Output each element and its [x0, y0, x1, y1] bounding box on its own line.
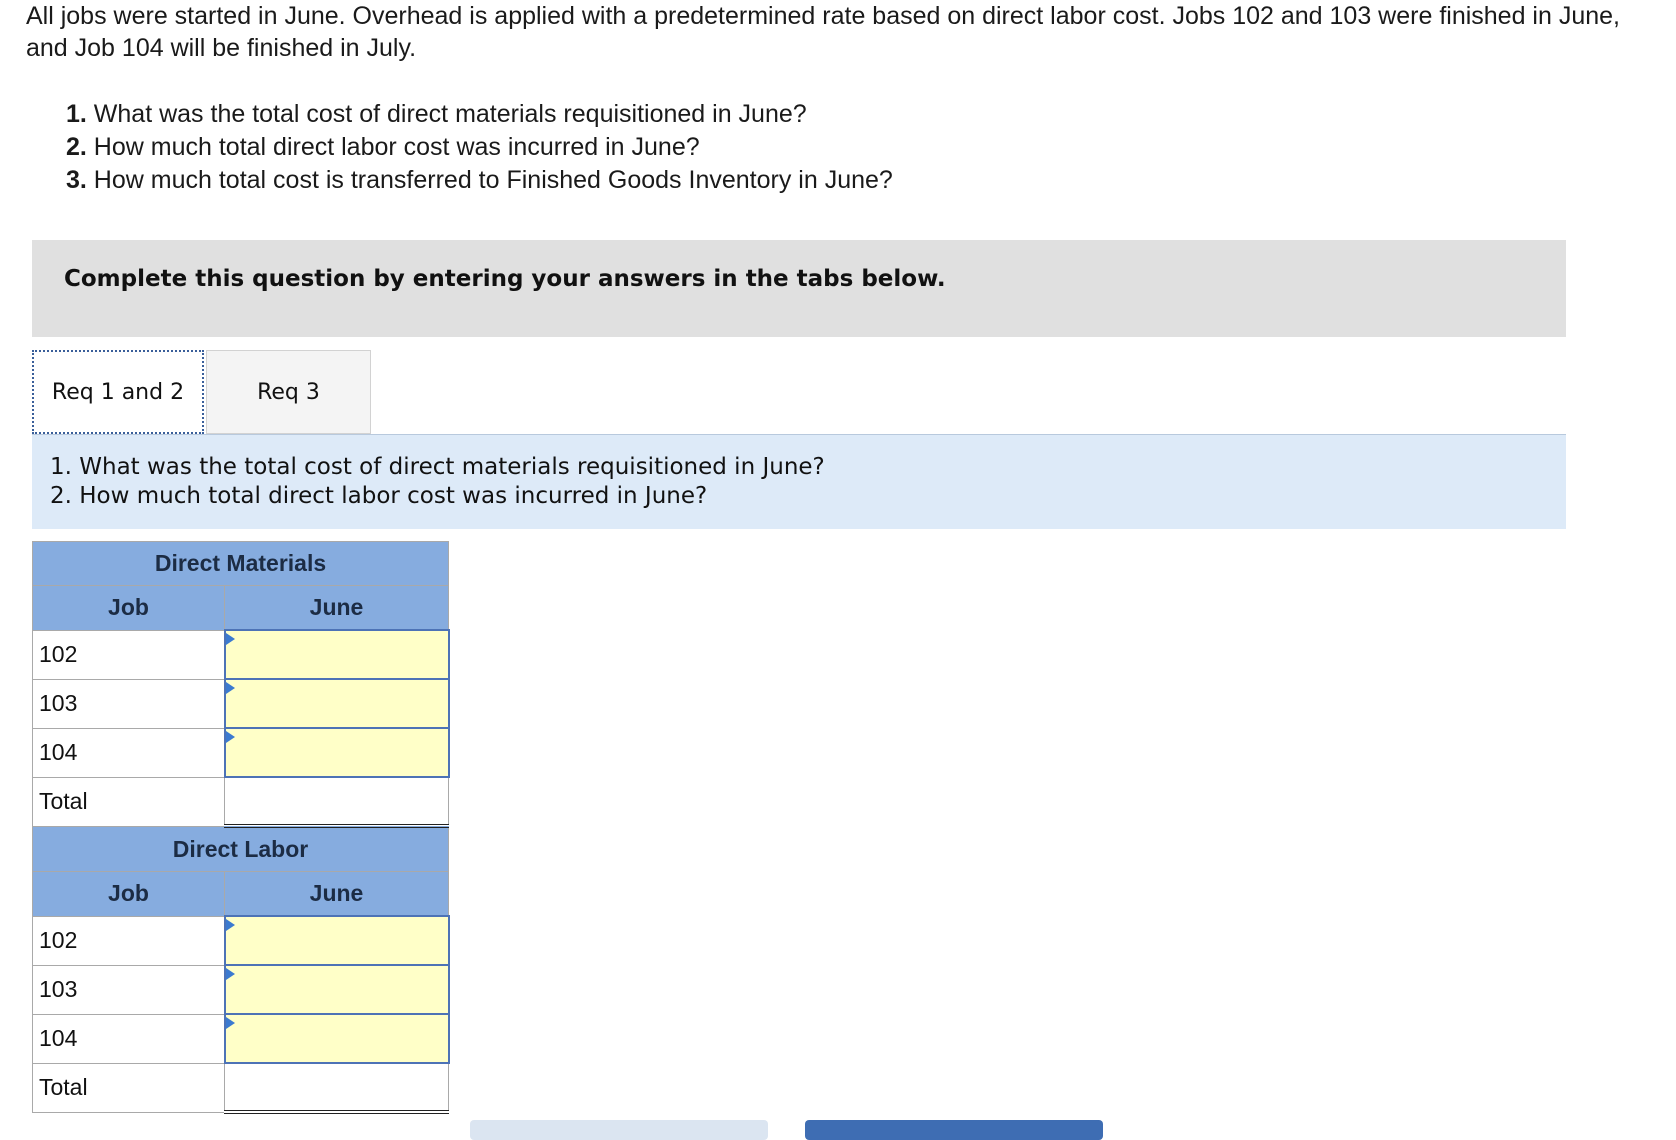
tab-req-1-and-2[interactable]: Req 1 and 2 — [32, 350, 204, 434]
labor-job-102: 102 — [33, 916, 225, 965]
labor-june-104-input[interactable] — [226, 1017, 448, 1061]
labor-june-103-cell — [225, 965, 449, 1014]
question-panel — [32, 434, 1566, 529]
next-tab-button[interactable] — [805, 1120, 1103, 1140]
table-row — [33, 916, 449, 965]
labor-june-header: June — [225, 872, 449, 917]
prev-tab-button[interactable] — [470, 1120, 768, 1140]
table-row — [33, 965, 449, 1014]
direct-materials-title: Direct Materials — [33, 542, 449, 586]
panel-question-1: 1. What was the total cost of direct materials requisitioned in June? — [50, 454, 825, 480]
labor-job-header: Job — [33, 872, 225, 917]
answer-table-wrapper — [32, 541, 450, 1114]
labor-job-104: 104 — [33, 1014, 225, 1063]
materials-june-104-cell — [225, 728, 449, 777]
labor-total-label: Total — [33, 1063, 225, 1112]
table-row — [33, 728, 449, 777]
requirement-1: 1. What was the total cost of direct materials requisitioned in June? — [66, 100, 807, 128]
direct-labor-title: Direct Labor — [33, 826, 449, 872]
materials-june-header: June — [225, 586, 449, 631]
materials-total-label: Total — [33, 777, 225, 826]
labor-june-103-input[interactable] — [226, 968, 448, 1012]
table-row — [33, 679, 449, 728]
materials-june-102-cell — [225, 630, 449, 679]
labor-total-value — [225, 1063, 449, 1112]
banner-text: Complete this question by entering your answers in the tabs below. — [64, 266, 946, 292]
materials-job-103: 103 — [33, 679, 225, 728]
requirement-2: 2. How much total direct labor cost was incurred in June? — [66, 133, 700, 161]
table-row — [33, 1063, 449, 1112]
labor-job-103: 103 — [33, 965, 225, 1014]
materials-job-102: 102 — [33, 630, 225, 679]
instructions-banner — [32, 240, 1566, 337]
labor-june-104-cell — [225, 1014, 449, 1063]
table-row — [33, 1014, 449, 1063]
answer-table — [32, 541, 450, 1114]
requirement-3: 3. How much total cost is transferred to Finished Goods Inventory in June? — [66, 166, 893, 194]
table-row — [33, 777, 449, 826]
labor-june-102-input[interactable] — [226, 919, 448, 963]
materials-june-102-input[interactable] — [226, 633, 448, 677]
problem-intro: All jobs were started in June. Overhead is applied with a predetermined rate based on direct labor cost. Jobs 102 and 103 were finished in June, and Job 104 will be finished in July. — [26, 2, 1620, 62]
table-row — [33, 630, 449, 679]
materials-total-value — [225, 777, 449, 826]
materials-job-104: 104 — [33, 728, 225, 777]
tab-req-3[interactable]: Req 3 — [206, 350, 371, 434]
materials-june-104-input[interactable] — [226, 731, 448, 775]
materials-job-header: Job — [33, 586, 225, 631]
materials-june-103-input[interactable] — [226, 682, 448, 726]
requirements-list — [66, 98, 893, 197]
materials-june-103-cell — [225, 679, 449, 728]
panel-question-2: 2. How much total direct labor cost was incurred in June? — [50, 483, 708, 509]
labor-june-102-cell — [225, 916, 449, 965]
